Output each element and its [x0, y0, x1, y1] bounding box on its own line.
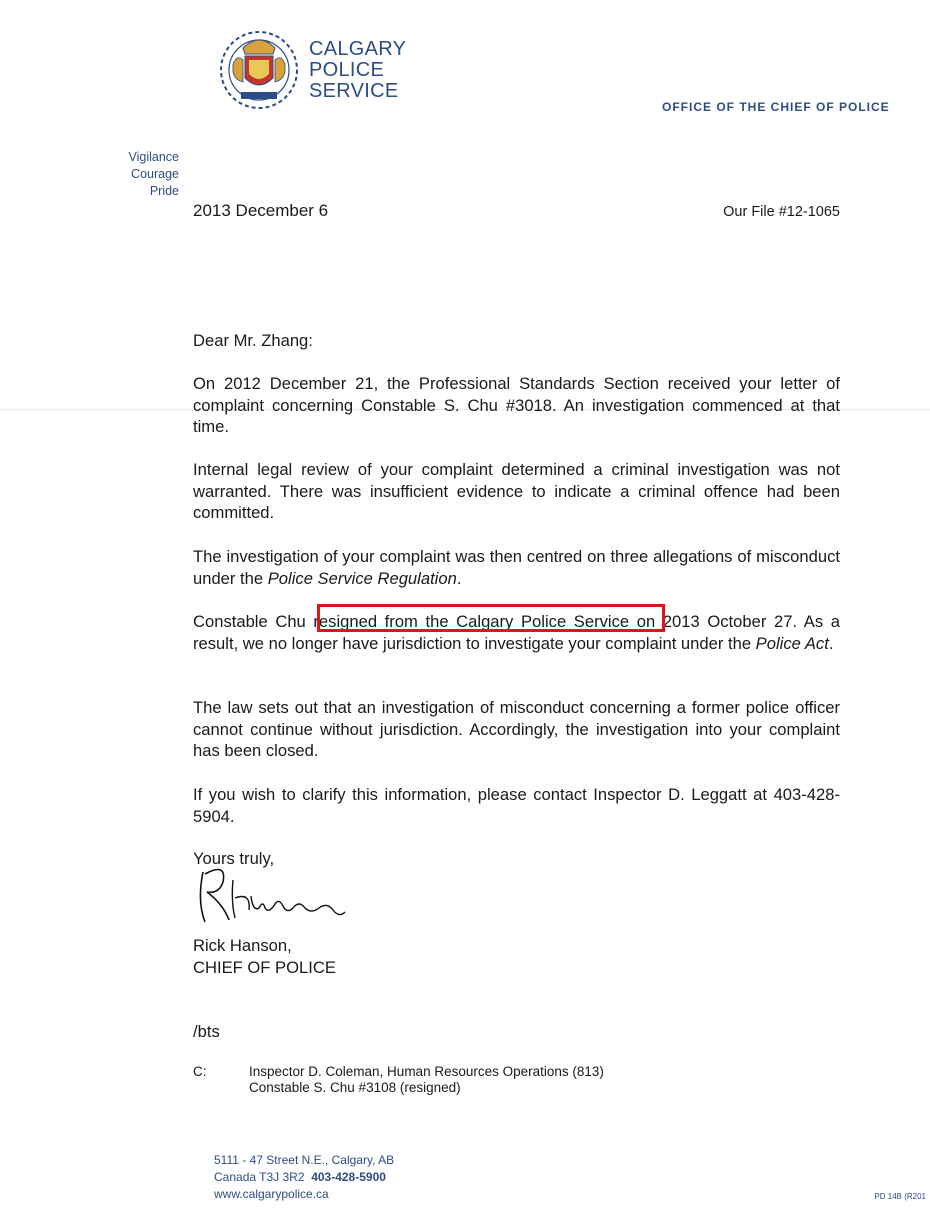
footer-address-line-1: 5111 - 47 Street N.E., Calgary, AB [214, 1153, 395, 1167]
motto-pride: Pride [149, 184, 179, 198]
org-name-line-2: POLICE [309, 59, 385, 81]
salutation: Dear Mr. Zhang: [193, 331, 313, 350]
footer-website: www.calgarypolice.ca [214, 1187, 329, 1201]
cc-recipient-1: Inspector D. Coleman, Human Resources Operations (813) [249, 1064, 604, 1079]
paragraph-3-end: . [456, 568, 462, 588]
motto-courage: Courage [131, 167, 179, 181]
highlight-box [317, 604, 665, 632]
signer-title: CHIEF OF POLICE [193, 958, 336, 977]
paragraph-2: Internal legal review of your complaint determined a criminal investigation was not warranted. There was insufficient evidence to indicate a criminal offence had been committed. [193, 460, 840, 523]
cc-label: C: [193, 1064, 207, 1079]
paragraph-6: If you wish to clarify this information, please contact Inspector D. Leggatt at 403-428-5904. [193, 785, 840, 826]
office-title: OFFICE OF THE CHIEF OF POLICE [662, 100, 890, 114]
signer-name: Rick Hanson, [193, 936, 292, 955]
file-reference: Our File #12-1065 [723, 204, 840, 220]
paragraph-1: On 2012 December 21, the Professional Standards Section received your letter of complaint concerning Constable S. Chu #3018. An investigation commenced at that time. [193, 374, 840, 437]
cc-recipient-2: Constable S. Chu #3108 (resigned) [249, 1080, 461, 1095]
org-name-line-1: CALGARY [309, 38, 407, 60]
paragraph-3 [193, 546, 840, 589]
paragraph-4-end: . [828, 633, 834, 653]
footer-phone: 403-428-5900 [311, 1170, 386, 1184]
highlighted-phrase: resigned from the Calgary Police Service [313, 612, 630, 631]
paragraph-4-middle: on 2013 October 27. As a result, we no longer have jurisdiction to investigate your complaint under the [193, 612, 840, 653]
act-name: Police Act [755, 633, 829, 653]
regulation-name: Police Service Regulation [267, 568, 457, 588]
motto-vigilance: Vigilance [128, 150, 179, 164]
letter-date: 2013 December 6 [193, 201, 329, 220]
signature-image [193, 862, 353, 928]
closing: Yours truly, [193, 849, 275, 868]
paragraph-4-start: Constable Chu [193, 612, 314, 631]
paragraph-3-text: The investigation of your complaint was then centred on three allegations of misconduct under the [193, 547, 840, 588]
footer-postal: Canada T3J 3R2 [214, 1170, 305, 1184]
paragraph-5: The law sets out that an investigation of misconduct concerning a former police officer cannot continue without jurisdiction. Accordingly, the investigation into your complaint has been closed. [193, 698, 840, 761]
police-crest-icon [217, 24, 301, 114]
form-code: PD 14B (R201 [874, 1192, 926, 1201]
typist-initials: /bts [193, 1022, 220, 1041]
footer-address-line-2 [214, 1170, 386, 1184]
org-name-line-3: SERVICE [309, 80, 399, 102]
